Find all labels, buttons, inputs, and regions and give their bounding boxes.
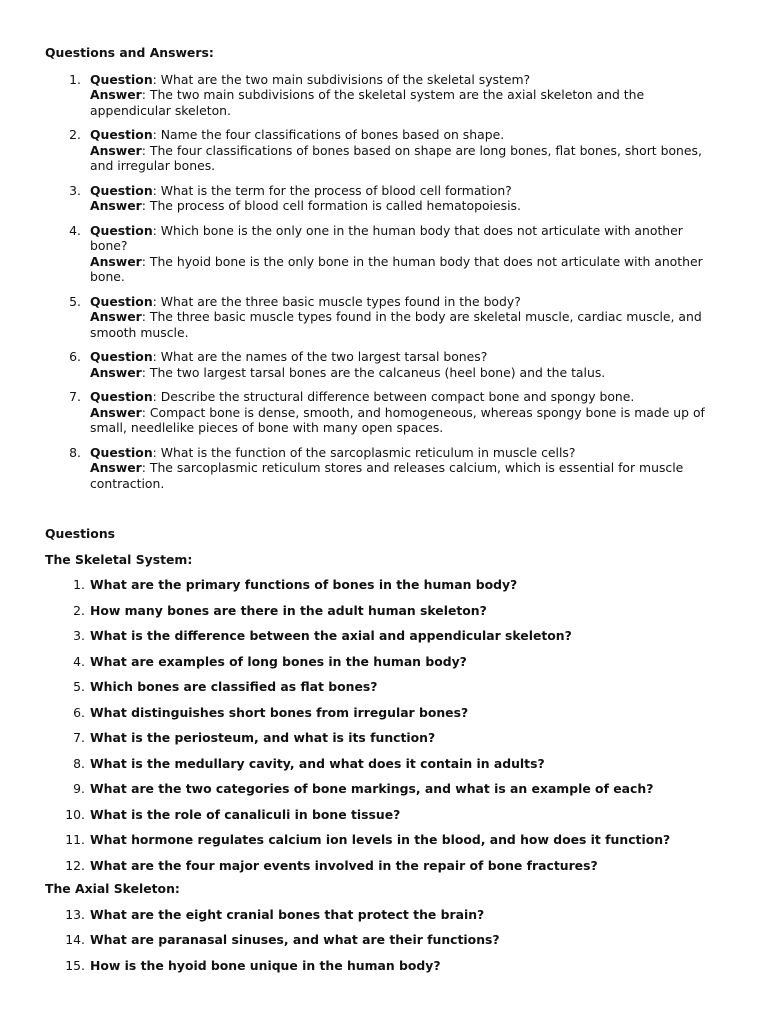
question-line: Question: Describe the structural difference between compact bone and spongy bone. xyxy=(90,389,635,404)
list-item xyxy=(45,781,718,797)
answer-text: The three basic muscle types found in the body are skeletal muscle, cardiac muscle, and smooth muscle. xyxy=(90,309,702,340)
answer-text: The process of blood cell formation is called hematopoiesis. xyxy=(149,198,521,213)
answer-label: Answer xyxy=(90,253,142,269)
question-line: Question: What is the term for the process of blood cell formation? xyxy=(90,182,512,198)
list-item xyxy=(45,807,718,823)
answer-line: Answer: The two main subdivisions of the skeletal system are the axial skeleton and the appendicular skeleton. xyxy=(90,87,645,118)
answer-line: Answer: The hyoid bone is the only bone in the human body that does not articulate with another bone. xyxy=(90,253,703,284)
question-text: How is the hyoid bone unique in the human body? xyxy=(90,957,441,973)
question-text: Which bone is the only one in the human body that does not articulate with another bone? xyxy=(90,222,683,253)
answer-label: Answer xyxy=(90,364,142,380)
question-text: What are paranasal sinuses, and what are their functions? xyxy=(90,932,500,947)
list-item xyxy=(45,858,718,874)
list-item xyxy=(45,577,718,593)
question-text: What are the two main subdivisions of the skeletal system? xyxy=(160,71,531,87)
questions-heading: Questions xyxy=(45,526,116,541)
question-text: Which bones are classified as flat bones? xyxy=(90,679,378,694)
qa-number: 7. xyxy=(69,389,81,404)
list-item xyxy=(45,958,718,974)
question-text: What is the function of the sarcoplasmic reticulum in muscle cells? xyxy=(160,444,576,460)
qa-number: 2. xyxy=(69,127,81,142)
question-line: Question: Which bone is the only one in the human body that does not articulate with another bone? xyxy=(90,222,683,253)
answer-text: The two main subdivisions of the skeletal system are the axial skeleton and the appendicular skeleton. xyxy=(90,87,645,118)
qa-item xyxy=(45,72,718,119)
list-item xyxy=(45,603,718,619)
question-line: Question: What are the names of the two largest tarsal bones? xyxy=(90,349,488,364)
qa-item xyxy=(45,389,718,436)
question-label: Question xyxy=(90,349,153,364)
qa-number: 1. xyxy=(69,71,81,87)
qa-item xyxy=(45,445,718,492)
item-number: 1. xyxy=(73,577,85,592)
question-line: Question: What are the three basic muscle types found in the body? xyxy=(90,293,521,309)
answer-text: Compact bone is dense, smooth, and homogeneous, whereas spongy bone is made up of small, needlelike pieces of bone with many open spaces. xyxy=(90,404,705,435)
answer-text: The sarcoplasmic reticulum stores and releases calcium, which is essential for muscle contraction. xyxy=(90,460,684,491)
item-number: 3. xyxy=(73,628,85,643)
qa-item xyxy=(45,183,718,214)
answer-line: Answer: Compact bone is dense, smooth, and homogeneous, whereas spongy bone is made up of small, needlelike pieces of bone with many open spaces. xyxy=(90,404,705,435)
question-text: What distinguishes short bones from irregular bones? xyxy=(90,704,469,720)
qa-list xyxy=(45,72,718,492)
item-number: 9. xyxy=(73,781,85,796)
question-text: What is the difference between the axial and appendicular skeleton? xyxy=(90,628,572,643)
section-title: The Skeletal System: xyxy=(45,551,193,567)
qa-number: 4. xyxy=(69,222,81,238)
item-number: 11. xyxy=(65,832,85,847)
item-number: 5. xyxy=(73,679,85,694)
answer-line: Answer: The two largest tarsal bones are the calcaneus (heel bone) and the talus. xyxy=(90,364,606,380)
question-label: Question xyxy=(90,389,153,404)
question-list-axial-skeleton xyxy=(45,907,718,974)
question-line: Question: What are the two main subdivisions of the skeletal system? xyxy=(90,71,531,87)
question-list-skeletal-system xyxy=(45,577,718,873)
qa-item xyxy=(45,294,718,341)
question-label: Question xyxy=(90,127,153,142)
qa-item xyxy=(45,127,718,174)
item-number: 12. xyxy=(65,857,85,873)
qa-heading: Questions and Answers: xyxy=(45,45,214,60)
question-label: Question xyxy=(90,293,153,309)
answer-line: Answer: The four classifications of bones based on shape are long bones, flat bones, short bones, and irregular bones. xyxy=(90,142,702,173)
answer-label: Answer xyxy=(90,142,142,158)
question-text: Name the four classifications of bones based on shape. xyxy=(160,127,505,142)
answer-label: Answer xyxy=(90,460,142,475)
answer-text: The two largest tarsal bones are the calcaneus (heel bone) and the talus. xyxy=(149,364,606,380)
item-number: 7. xyxy=(73,730,85,745)
list-item xyxy=(45,730,718,746)
answer-line: Answer: The three basic muscle types found in the body are skeletal muscle, cardiac muscle, and smooth muscle. xyxy=(90,309,702,340)
question-text: What are the eight cranial bones that protect the brain? xyxy=(90,906,485,922)
answer-label: Answer xyxy=(90,87,142,102)
list-item xyxy=(45,832,718,848)
answer-label: Answer xyxy=(90,404,142,420)
question-text: What are the names of the two largest tarsal bones? xyxy=(160,349,488,364)
question-line: Question: Name the four classifications of bones based on shape. xyxy=(90,127,505,142)
question-text: What is the role of canaliculi in bone tissue? xyxy=(90,806,401,822)
qa-number: 8. xyxy=(69,444,81,460)
question-text: What are the two categories of bone markings, and what is an example of each? xyxy=(90,781,654,796)
qa-item xyxy=(45,223,718,285)
question-label: Question xyxy=(90,182,153,198)
item-number: 14. xyxy=(65,932,85,947)
item-number: 4. xyxy=(73,653,85,669)
qa-number: 6. xyxy=(69,349,81,364)
answer-text: The four classifications of bones based on shape are long bones, flat bones, short bones, and irregular bones. xyxy=(90,142,702,173)
question-text: Describe the structural difference between compact bone and spongy bone. xyxy=(160,389,635,404)
question-label: Question xyxy=(90,71,153,87)
question-text: What are the four major events involved in the repair of bone fractures? xyxy=(90,857,598,873)
question-text: What is the medullary cavity, and what does it contain in adults? xyxy=(90,755,545,771)
item-number: 10. xyxy=(65,806,85,822)
question-text: What is the periosteum, and what is its function? xyxy=(90,730,436,745)
item-number: 15. xyxy=(65,957,85,973)
qa-item xyxy=(45,349,718,380)
qa-number: 5. xyxy=(69,293,81,309)
answer-label: Answer xyxy=(90,198,142,213)
list-item xyxy=(45,932,718,948)
question-text: What hormone regulates calcium ion levels in the blood, and how does it function? xyxy=(90,832,671,847)
item-number: 8. xyxy=(73,755,85,771)
list-item xyxy=(45,907,718,923)
qa-number: 3. xyxy=(69,182,81,198)
list-item xyxy=(45,756,718,772)
question-text: What are the three basic muscle types found in the body? xyxy=(160,293,521,309)
question-text: How many bones are there in the adult human skeleton? xyxy=(90,602,487,618)
answer-text: The hyoid bone is the only bone in the human body that does not articulate with another bone. xyxy=(90,253,703,284)
item-number: 2. xyxy=(73,602,85,618)
question-text: What are examples of long bones in the human body? xyxy=(90,653,467,669)
list-item xyxy=(45,628,718,644)
list-item xyxy=(45,705,718,721)
item-number: 6. xyxy=(73,704,85,720)
item-number: 13. xyxy=(65,906,85,922)
question-text: What are the primary functions of bones in the human body? xyxy=(90,577,518,592)
question-label: Question xyxy=(90,222,153,238)
question-label: Question xyxy=(90,444,153,460)
question-text: What is the term for the process of blood cell formation? xyxy=(160,182,512,198)
answer-line: Answer: The sarcoplasmic reticulum stores and releases calcium, which is essential for muscle contraction. xyxy=(90,460,684,491)
question-line: Question: What is the function of the sarcoplasmic reticulum in muscle cells? xyxy=(90,444,576,460)
list-item xyxy=(45,679,718,695)
list-item xyxy=(45,654,718,670)
section-title: The Axial Skeleton: xyxy=(45,881,180,896)
answer-label: Answer xyxy=(90,309,142,324)
answer-line: Answer: The process of blood cell formation is called hematopoiesis. xyxy=(90,198,521,213)
